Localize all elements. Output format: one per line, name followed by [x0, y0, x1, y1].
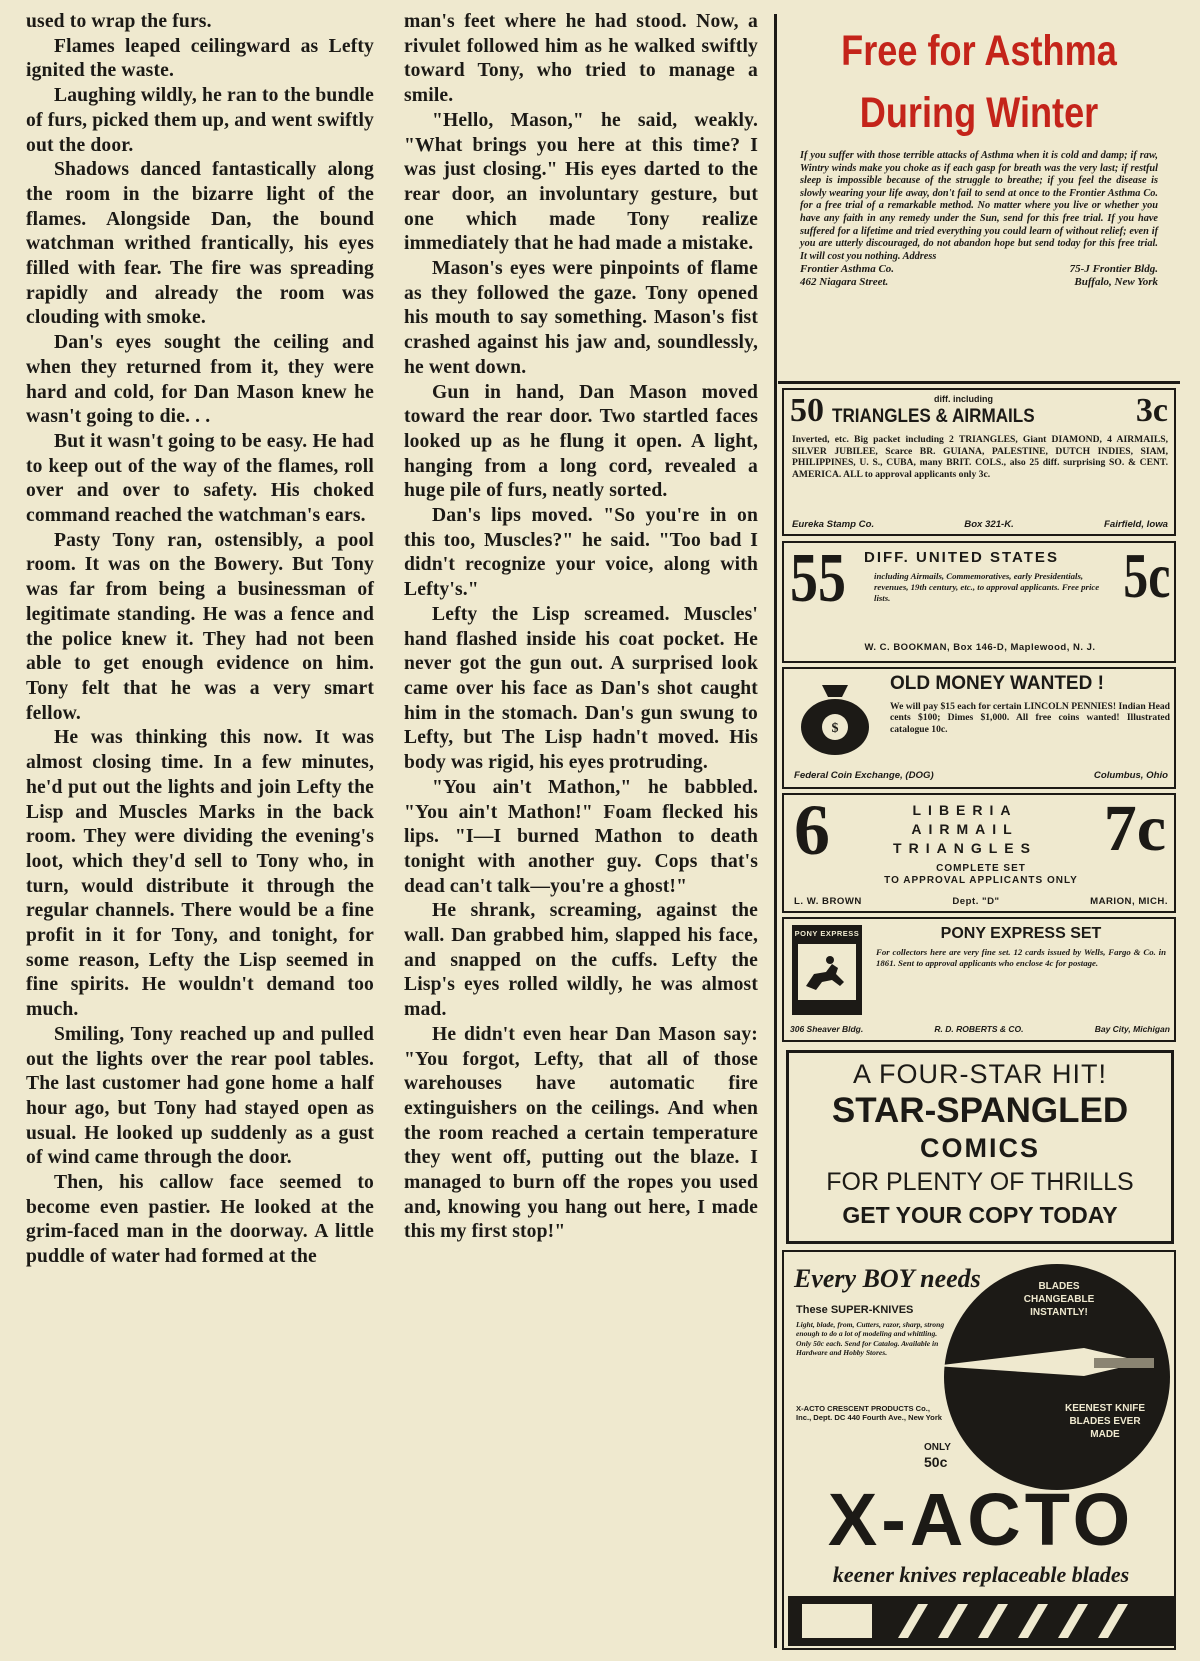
ad-xacto-script: Every BOY needs	[794, 1264, 981, 1293]
ad-pony-footer-left: 306 Sheaver Bldg.	[790, 1024, 864, 1034]
money-bag-icon	[792, 679, 878, 759]
ad-asthma-addr-right-1: 75-J Frontier Bldg.	[1069, 263, 1158, 276]
story-paragraph: Laughing wildly, he ran to the bundle of furs, picked them up, and went swiftly out the door.	[26, 85, 374, 156]
ad-asthma	[778, 14, 1180, 384]
ad-lib-footer-left: L. W. BROWN	[794, 896, 862, 907]
ad-xacto-price: 50c	[924, 1454, 948, 1470]
story-paragraph: Lefty the Lisp screamed. Muscles' hand flashed inside his coat pocket. He never got the gun out. A surprised look came over his face as Dan's shot caught him in the stomach. Dan's gun swung to Lefty, but The Lisp hadn't moved. His body was rigid, his eyes protruding.	[404, 603, 758, 774]
ad-xacto-maker: X-ACTO CRESCENT PRODUCTS Co., Inc., Dept. DC 440 Fourth Ave., New York	[796, 1404, 943, 1423]
ad-xacto-knives	[782, 1250, 1176, 1650]
ad-tri-price: 3c	[1135, 392, 1168, 429]
ad-triangles-airmails	[782, 388, 1176, 536]
ad-lib-lines	[880, 801, 1050, 858]
story-paragraph: man's feet where he had stood. Now, a rivulet followed him as he walked swiftly toward Tony, who tried to manage a smile.	[404, 11, 758, 107]
ad-tri-footer-mid: Box 321-K.	[964, 519, 1014, 530]
ad-lib-complete-set: COMPLETE SET	[936, 863, 1026, 874]
ad-lib-approval: TO APPROVAL APPLICANTS ONLY	[884, 875, 1078, 886]
ad-pony-footer-right: Bay City, Michigan	[1094, 1024, 1170, 1034]
pony-express-stamp-icon	[792, 925, 862, 1015]
ad-us-number: 55	[790, 541, 846, 617]
knife-set-strip-icon	[788, 1596, 1174, 1646]
ad-star-spangled-comics	[786, 1050, 1174, 1244]
ad-star-line-3: COMICS	[920, 1133, 1040, 1163]
ad-liberia-airmail	[782, 793, 1176, 913]
ad-lib-number: 6	[794, 793, 830, 870]
ad-star-line-5: GET YOUR COPY TODAY	[842, 1202, 1118, 1228]
story-paragraph: He shrank, screaming, against the wall. Dan grabbed him, slapped his face, and snapped on the cuffs. Lefty the Lisp's eyes rolled wildly, he was almost mad.	[404, 900, 758, 1021]
ad-pony-headline: PONY EXPRESS SET	[940, 925, 1102, 942]
ad-xacto-sub: These SUPER-KNIVES	[796, 1304, 914, 1316]
story-paragraph: But it wasn't going to be easy. He had to keep out of the way of the flames, roll over and over to safety. His choked command reached the watchman's ears.	[26, 430, 374, 527]
ad-tri-footer-left: Eureka Stamp Co.	[792, 519, 875, 530]
ad-asthma-addr-left-2: 462 Niagara Street.	[800, 276, 889, 289]
ad-asthma-addr-left-1: Frontier Asthma Co.	[800, 263, 895, 276]
ad-pony-express	[782, 917, 1176, 1042]
ad-old-body: We will pay $15 each for certain LINCOLN PENNIES! Indian Head cents $100; Dimes $1,000. All free coins wanted! Illustrated catalogue 10c.	[890, 701, 1170, 735]
ad-xacto-tagline: keener knives replaceable blades	[832, 1562, 1130, 1587]
ad-tri-number: 50	[790, 392, 824, 429]
ad-tri-footer	[792, 519, 1168, 530]
story-paragraph: He was thinking this now. It was almost closing time. In a few minutes, he'd put out the lights and join Lefty the Lisp and Muscles Marks in the back room. They were dividing the evening's loot, which they'd sell to Tony who, in turn, would distribute it through the regular channels. There would be a fine profit in it for Tony, and tonight, for some reason, Lefty the Lisp seemed in fine spirits. He wouldn't demand too much.	[26, 727, 374, 1021]
ad-asthma-addr-right-2: Buffalo, New York	[1074, 276, 1158, 289]
ad-asthma-address	[800, 263, 1158, 289]
story-column-2	[404, 10, 758, 1245]
story-paragraph: "You ain't Mathon," he babbled. "You ain't Mathon!" Foam flecked his lips. "I—I burned Mathon to death tonight with another guy. Cops that's dead can't talk—you're a ghost!"	[404, 776, 758, 897]
story-paragraph: Mason's eyes were pinpoints of flame as they followed the gaze. Tony opened his mouth to say something. Mason's fist crashed against his jaw and, soundlessly, he went down.	[404, 258, 758, 378]
story-paragraph: Gun in hand, Dan Mason moved toward the rear door. Two startled faces looked up as he flung it open. A light, hanging from a long cord, revealed a huge pile of furs, neatly sorted.	[404, 381, 758, 502]
ad-asthma-title-2: During Winter	[859, 89, 1099, 137]
story-paragraph: Smiling, Tony reached up and pulled out the lights over the rear pool tables. The last customer had gone home a half hour ago, but Tony had stayed open as usual. He looked up suddenly as a gust of wind came through the door.	[26, 1023, 374, 1169]
ad-pony-body: For collectors here are very fine set. 12 cards issued by Wells, Fargo & Co. in 1861. Sent to approval applicants who enclose 4c for postage.	[876, 947, 1166, 968]
ad-united-states-stamps	[782, 541, 1176, 663]
ad-xacto-only: ONLY	[924, 1442, 951, 1453]
ad-lib-line-3: TRIANGLES	[893, 840, 1037, 856]
ad-us-price: 5c	[1122, 541, 1170, 611]
ad-lib-line-2: AIRMAIL	[911, 821, 1019, 837]
pony-badge-text: PONY EXPRESS	[794, 929, 860, 938]
story-paragraph: Dan's eyes sought the ceiling and when they returned from it, they were hard and cold, for Dan Mason knew he wasn't going to die. . .	[26, 332, 374, 428]
ad-asthma-body: If you suffer with those terrible attacks of Asthma when it is cold and damp; if raw, Wintry winds make you choke as if each gasp for breath was the very last; if restful sleep is impossible because of the struggle to breathe; if you feel the disease is slowly wearing your life away, don't fail to send at once to the Frontier Asthma Co. for a free trial of a remarkable method. No matter where you live or whether you have any faith in any remedy under the Sun, send for this free trial. If you have suffered for a lifetime and tried everything you could learn of without relief; even if you are utterly discouraged, do not abandon hope but send today for this free trial. It will cost you nothing. Address	[800, 150, 1158, 262]
ad-lib-footer-mid: Dept. "D"	[952, 896, 1000, 907]
ad-star-line-1: A FOUR-STAR HIT!	[852, 1059, 1107, 1089]
ad-xacto-logo: X-ACTO	[827, 1478, 1135, 1561]
column-divider	[774, 14, 777, 1648]
story-paragraph: Dan's lips moved. "So you're in on this too, Muscles?" he said. "Too bad I didn't recognize your voice, along with Lefty's."	[404, 505, 758, 601]
ad-lib-price: 7c	[1103, 793, 1166, 865]
ad-pony-footer-mid: R. D. ROBERTS & CO.	[934, 1024, 1024, 1034]
story-paragraph: Flames leaped ceilingward as Lefty ignited the waste.	[26, 35, 374, 82]
knife-icon	[944, 1328, 1170, 1398]
ad-old-footer-left: Federal Coin Exchange, (DOG)	[794, 770, 934, 781]
story-column-1	[26, 10, 374, 1270]
ad-us-headline: DIFF. UNITED STATES	[864, 549, 1059, 566]
horse-rider-icon	[792, 938, 862, 1008]
ad-star-line-2: STAR-SPANGLED	[831, 1091, 1129, 1130]
ad-us-body: including Airmails, Commemoratives, early Presidentials, revenues, 19th century, etc., to approval applicants. Free price lists.	[874, 571, 1100, 603]
ad-tri-small: diff. including	[934, 394, 993, 404]
ad-lib-footer-right: MARION, MICH.	[1090, 896, 1168, 907]
story-paragraph: Shadows danced fantastically along the room in the bizarre light of the flames. Alongside Dan, the bound watchman writhed frantically, his eyes filled with fear. The fire was spreading rapidly and already the room was clouding with smoke.	[26, 159, 374, 329]
ad-asthma-title-1: Free for Asthma	[841, 27, 1117, 75]
ad-lib-footer	[794, 896, 1168, 907]
ad-tri-headline: TRIANGLES & AIRMAILS	[832, 406, 1035, 427]
ad-old-headline: OLD MONEY WANTED !	[890, 673, 1104, 694]
ad-tri-footer-right: Fairfield, Iowa	[1104, 519, 1168, 530]
ad-lib-line-1: LIBERIA	[912, 802, 1018, 818]
ad-old-money-wanted	[782, 667, 1176, 789]
ad-xacto-circle-bottom: KEENEST KNIFE BLADES EVER MADE	[1064, 1403, 1145, 1440]
ad-star-line-4: FOR PLENTY OF THRILLS	[826, 1168, 1134, 1196]
ad-xacto-circle-top: BLADES CHANGEABLE INSTANTLY!	[1023, 1281, 1095, 1318]
story-paragraph: used to wrap the furs.	[26, 11, 212, 32]
story-paragraph: "Hello, Mason," he said, weakly. "What brings you here at this time? I was just closing." His eyes darted to the rear door, an involuntary gesture, but one which made Tony realize immediately that he had made a mistake.	[404, 109, 758, 255]
story-paragraph: Then, his callow face seemed to become even pastier. He looked at the grim-faced man in the doorway. A little puddle of water had formed at the	[26, 1172, 374, 1268]
ad-old-footer-right: Columbus, Ohio	[1093, 770, 1168, 781]
story-paragraph: Pasty Tony ran, ostensibly, a pool room. It was on the Bowery. But Tony was far from being a businessman of legitimate standing. He was a fence and the police knew it. They had not been able to get enough evidence on him. Tony felt that he was a very smart fellow.	[26, 529, 374, 724]
ad-pony-footer	[790, 1024, 1170, 1034]
ad-xacto-sub-body: Light, blade, from, Cutters, razor, sharp, strong enough to do a lot of modeling and whittling. Only 50c each. Send for Catalog. Available in Hardware and Hobby Stores.	[796, 1320, 945, 1358]
ad-tri-body: Inverted, etc. Big packet including 2 TRIANGLES, Giant DIAMOND, 4 AIRMAILS, SILVER JUBILEE, Scarce BR. GUIANA, PALESTINE, DUTCH INDIES, SIAM, PHILIPPINES, U. S., CUBA, many BRIT. COLS., also 25 diff. surprising SO. & CENT. AMERICA. ALL to approval applicants only 3c.	[792, 434, 1168, 480]
story-paragraph: He didn't even hear Dan Mason say: "You forgot, Lefty, that all of those warehouses have automatic fire extinguishers on the ceilings. And when the room reached a certain temperature they went off, putting out the blaze. I managed to burn off the ropes you used and, knowing you hang out here, I made this my first stop!"	[404, 1023, 758, 1243]
ad-old-footer	[794, 770, 1168, 781]
ad-xacto-circle	[944, 1264, 1170, 1490]
svg-text:$: $	[831, 721, 839, 736]
ad-us-footer: W. C. BOOKMAN, Box 146-D, Maplewood, N. J.	[864, 642, 1096, 653]
